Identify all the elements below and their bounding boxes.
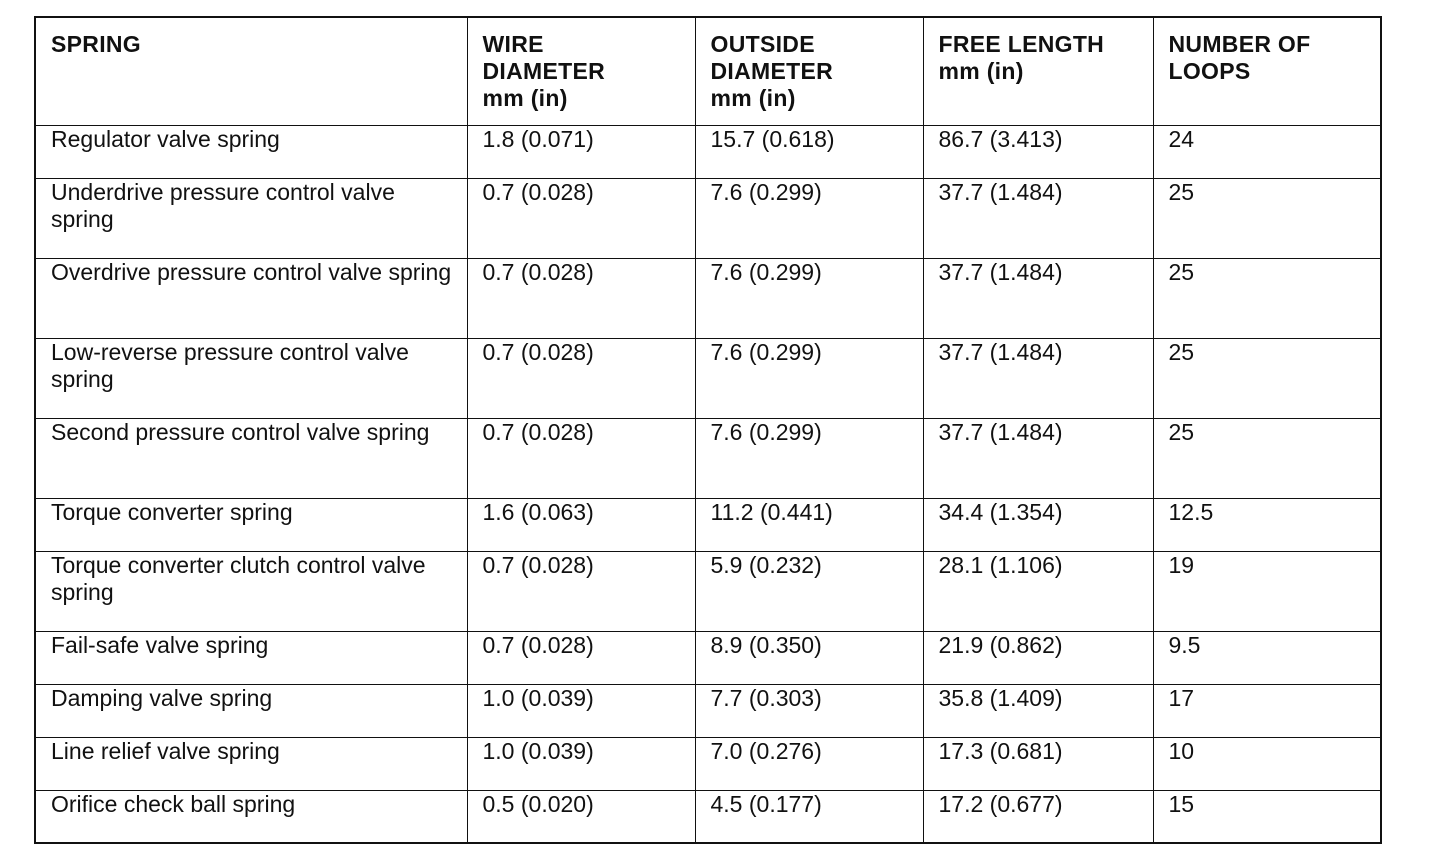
- free-length-cell: 37.7 (1.484): [923, 178, 1153, 258]
- table-row: [35, 125, 1381, 178]
- outside-diameter-cell: 7.7 (0.303): [695, 684, 923, 737]
- table-row: [35, 498, 1381, 551]
- wire-diameter-cell: 0.7 (0.028): [467, 338, 695, 418]
- free-length-cell: 28.1 (1.106): [923, 551, 1153, 631]
- header-number-of-loops: [1153, 17, 1381, 125]
- header-free-length-line-2: mm (in): [938, 58, 1024, 84]
- number-of-loops-cell: 19: [1153, 551, 1381, 631]
- spring-name-cell: Orifice check ball spring: [35, 790, 467, 843]
- number-of-loops-cell: 15: [1153, 790, 1381, 843]
- wire-diameter-cell: 0.7 (0.028): [467, 418, 695, 498]
- spring-name-cell: Fail-safe valve spring: [35, 631, 467, 684]
- wire-diameter-cell: 1.6 (0.063): [467, 498, 695, 551]
- table-row: [35, 684, 1381, 737]
- spring-name-cell: Torque converter spring: [35, 498, 467, 551]
- table-row: [35, 258, 1381, 338]
- table-row: [35, 418, 1381, 498]
- number-of-loops-cell: 10: [1153, 737, 1381, 790]
- spring-name-cell: Underdrive pressure control valve spring: [35, 178, 467, 258]
- free-length-cell: 34.4 (1.354): [923, 498, 1153, 551]
- free-length-cell: 21.9 (0.862): [923, 631, 1153, 684]
- header-wire-diameter-line-2: DIAMETER: [482, 58, 606, 84]
- header-spring: [35, 17, 467, 125]
- outside-diameter-cell: 5.9 (0.232): [695, 551, 923, 631]
- spring-name-cell: Line relief valve spring: [35, 737, 467, 790]
- free-length-cell: 37.7 (1.484): [923, 258, 1153, 338]
- outside-diameter-cell: 8.9 (0.350): [695, 631, 923, 684]
- table-row: [35, 737, 1381, 790]
- wire-diameter-cell: 0.7 (0.028): [467, 178, 695, 258]
- spring-name-cell: Low-reverse pressure control valve spring: [35, 338, 467, 418]
- spring-name-cell: Overdrive pressure control valve spring: [35, 258, 467, 338]
- outside-diameter-cell: 7.6 (0.299): [695, 338, 923, 418]
- free-length-cell: 17.3 (0.681): [923, 737, 1153, 790]
- wire-diameter-cell: 1.0 (0.039): [467, 737, 695, 790]
- header-wire-diameter: [467, 17, 695, 125]
- header-wire-diameter-line-1: WIRE: [482, 31, 544, 57]
- header-free-length: [923, 17, 1153, 125]
- header-spring-label: SPRING: [51, 31, 141, 57]
- number-of-loops-cell: 25: [1153, 418, 1381, 498]
- spring-name-cell: Second pressure control valve spring: [35, 418, 467, 498]
- wire-diameter-cell: 0.7 (0.028): [467, 258, 695, 338]
- outside-diameter-cell: 7.6 (0.299): [695, 178, 923, 258]
- wire-diameter-cell: 1.0 (0.039): [467, 684, 695, 737]
- spring-specification-table: [34, 16, 1382, 844]
- table-row: [35, 631, 1381, 684]
- header-number-of-loops-line-2: LOOPS: [1168, 58, 1251, 84]
- spring-name-cell: Torque converter clutch control valve spring: [35, 551, 467, 631]
- number-of-loops-cell: 25: [1153, 258, 1381, 338]
- wire-diameter-cell: 1.8 (0.071): [467, 125, 695, 178]
- number-of-loops-cell: 17: [1153, 684, 1381, 737]
- wire-diameter-cell: 0.5 (0.020): [467, 790, 695, 843]
- header-wire-diameter-line-3: mm (in): [482, 85, 568, 111]
- header-outside-diameter: [695, 17, 923, 125]
- outside-diameter-cell: 11.2 (0.441): [695, 498, 923, 551]
- number-of-loops-cell: 12.5: [1153, 498, 1381, 551]
- table-row: [35, 790, 1381, 843]
- header-number-of-loops-line-1: NUMBER OF: [1168, 31, 1311, 57]
- table-row: [35, 338, 1381, 418]
- free-length-cell: 35.8 (1.409): [923, 684, 1153, 737]
- wire-diameter-cell: 0.7 (0.028): [467, 631, 695, 684]
- table-row: [35, 551, 1381, 631]
- outside-diameter-cell: 7.0 (0.276): [695, 737, 923, 790]
- free-length-cell: 17.2 (0.677): [923, 790, 1153, 843]
- free-length-cell: 37.7 (1.484): [923, 418, 1153, 498]
- spring-name-cell: Damping valve spring: [35, 684, 467, 737]
- header-free-length-line-1: FREE LENGTH: [938, 31, 1105, 57]
- outside-diameter-cell: 4.5 (0.177): [695, 790, 923, 843]
- number-of-loops-cell: 24: [1153, 125, 1381, 178]
- header-outside-diameter-line-3: mm (in): [710, 85, 796, 111]
- free-length-cell: 86.7 (3.413): [923, 125, 1153, 178]
- outside-diameter-cell: 7.6 (0.299): [695, 258, 923, 338]
- number-of-loops-cell: 25: [1153, 338, 1381, 418]
- header-outside-diameter-line-2: DIAMETER: [710, 58, 834, 84]
- outside-diameter-cell: 7.6 (0.299): [695, 418, 923, 498]
- header-outside-diameter-line-1: OUTSIDE: [710, 31, 815, 57]
- free-length-cell: 37.7 (1.484): [923, 338, 1153, 418]
- spring-name-cell: Regulator valve spring: [35, 125, 467, 178]
- table-header-row: [35, 17, 1381, 125]
- wire-diameter-cell: 0.7 (0.028): [467, 551, 695, 631]
- table-row: [35, 178, 1381, 258]
- number-of-loops-cell: 25: [1153, 178, 1381, 258]
- number-of-loops-cell: 9.5: [1153, 631, 1381, 684]
- outside-diameter-cell: 15.7 (0.618): [695, 125, 923, 178]
